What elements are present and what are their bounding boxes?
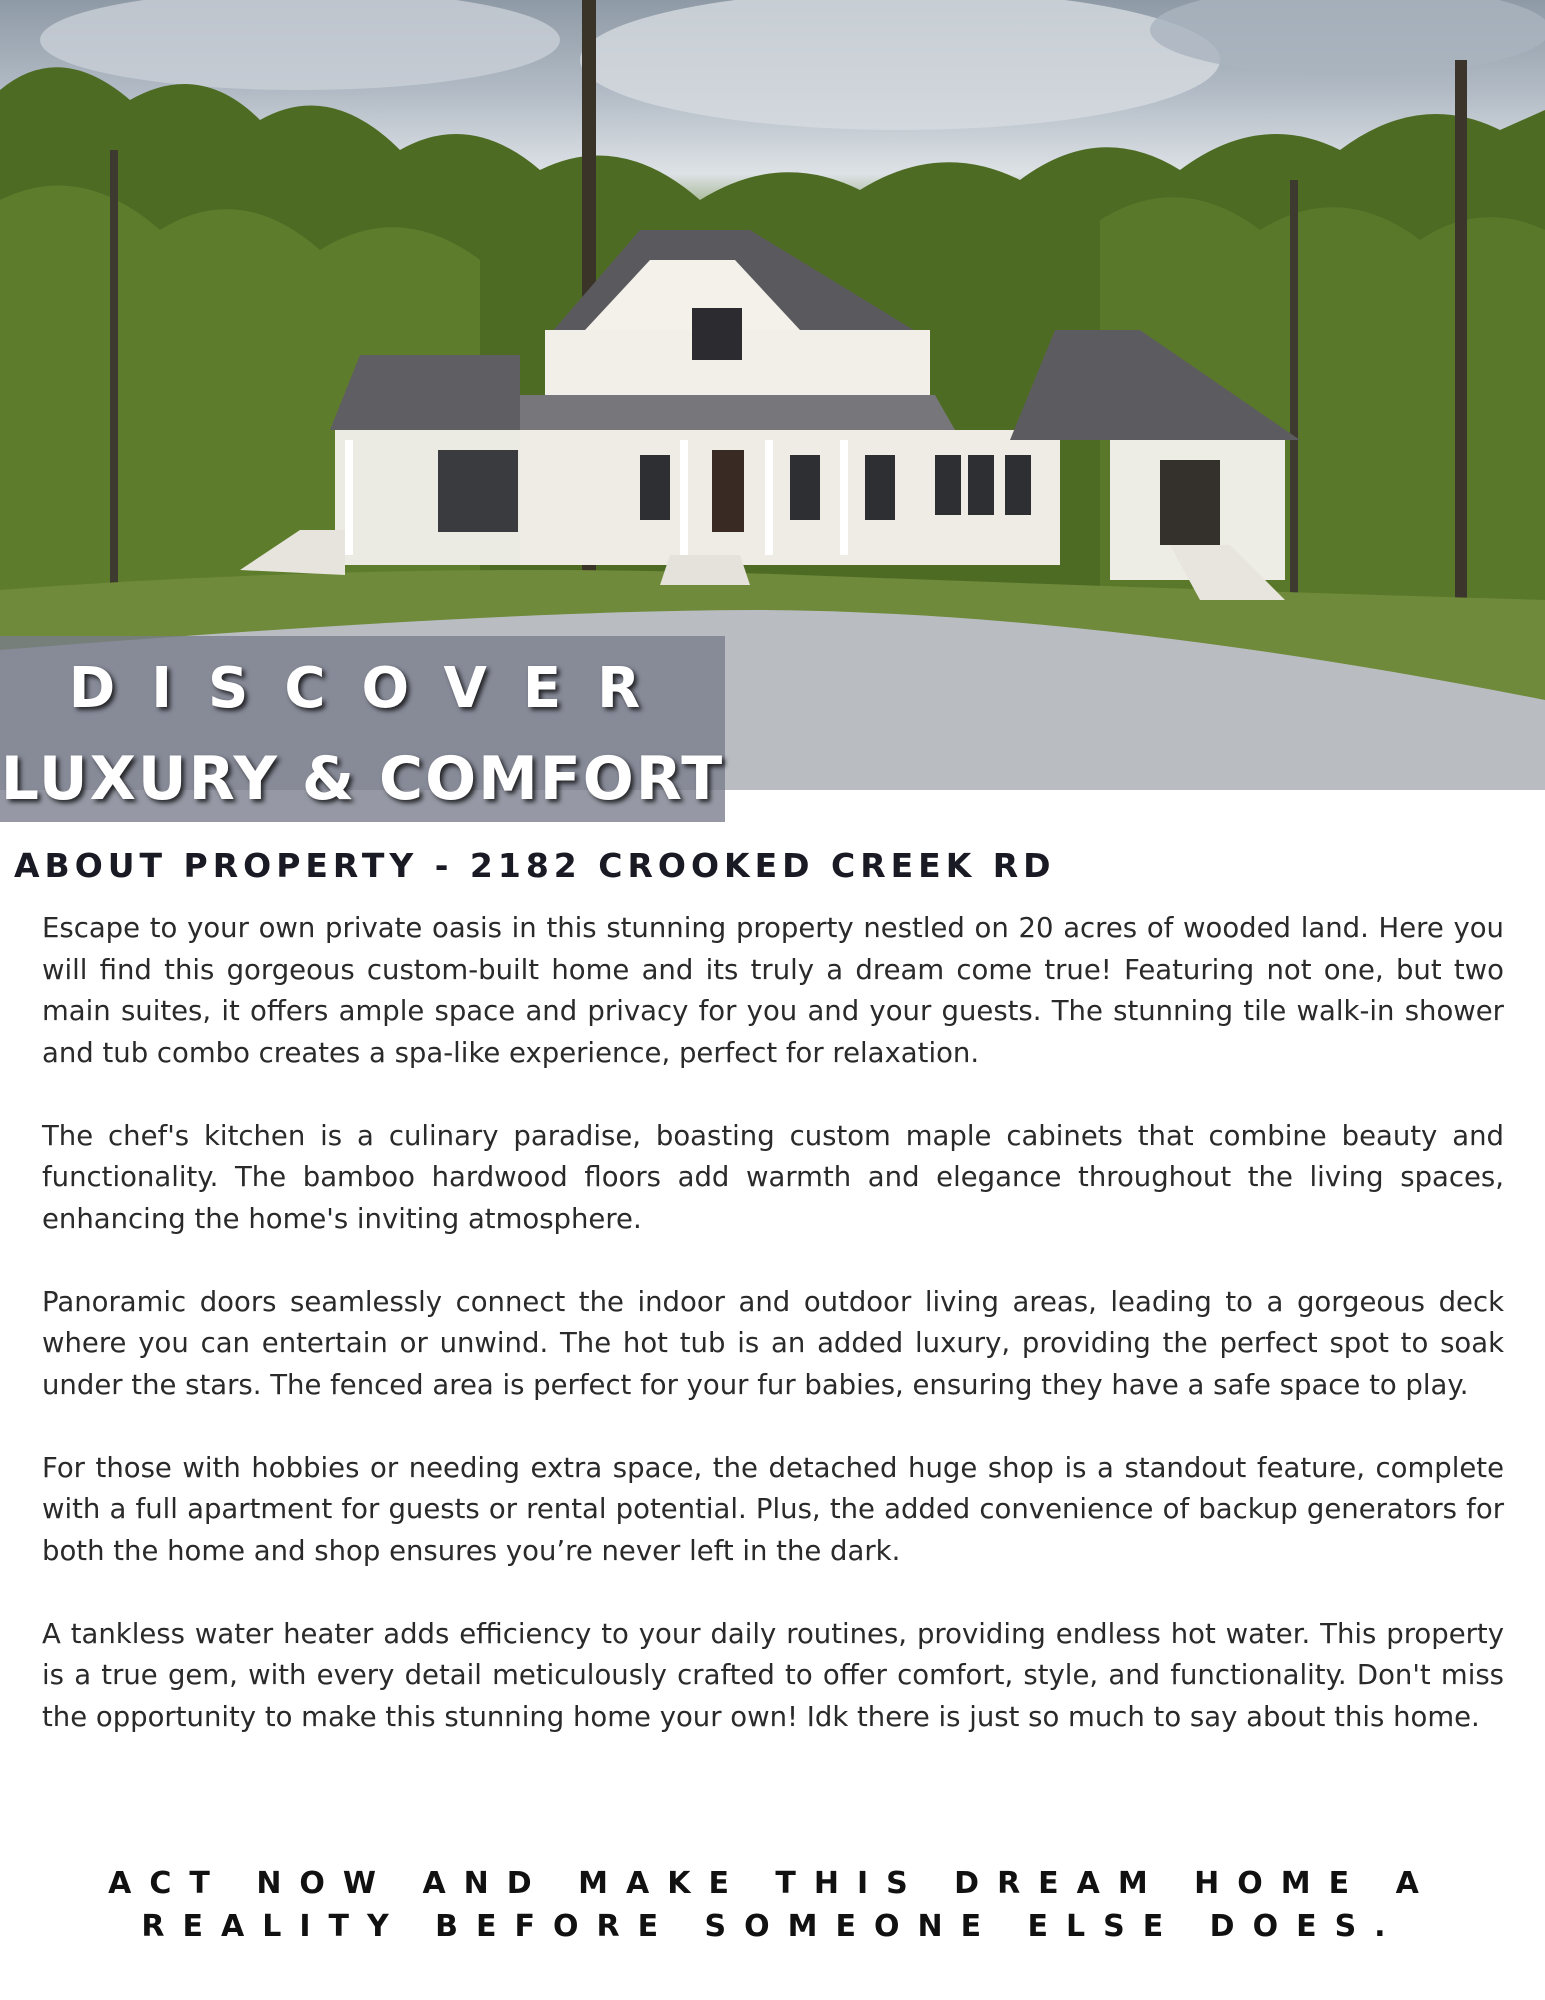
property-description bbox=[42, 908, 1504, 1780]
about-property-heading: ABOUT PROPERTY - 2182 CROOKED CREEK RD bbox=[14, 846, 1056, 885]
description-paragraph: For those with hobbies or needing extra space, the detached huge shop is a standout feature, complete with a full apartment for guests or rental potential. Plus, the added convenience of backup generators for both the home and shop ensures you’re never left in the dark. bbox=[42, 1451, 1504, 1567]
description-paragraph: The chef's kitchen is a culinary paradise, boasting custom maple cabinets that combine beauty and functionality. The bamboo hardwood floors add warmth and elegance throughout the living spaces, enhancing the home's inviting atmosphere. bbox=[42, 1119, 1504, 1235]
description-paragraph: Escape to your own private oasis in this stunning property nestled on 20 acres of wooded land. Here you will find this gorgeous custom-built home and its truly a dream come true! Featuring not one, but two main suites, it offers ample space and privacy for you and your guests. The stunning tile walk-in shower and tub combo creates a spa-like experience, perfect for relaxation. bbox=[42, 912, 1504, 1069]
cta-line-1: ACT NOW AND MAKE THIS DREAM HOME A bbox=[108, 1866, 1437, 1901]
hero-title-luxury-comfort: LUXURY & COMFORT bbox=[0, 744, 725, 814]
call-to-action bbox=[0, 1862, 1545, 1948]
cta-line-2: REALITY BEFORE SOMEONE ELSE DOES. bbox=[141, 1909, 1404, 1944]
description-paragraph: Panoramic doors seamlessly connect the indoor and outdoor living areas, leading to a gorgeous deck where you can entertain or unwind. The hot tub is an added luxury, providing the perfect spot to soak under the stars. The fenced area is perfect for your fur babies, ensuring they have a safe space to play. bbox=[42, 1285, 1504, 1401]
hero-title-discover: DISCOVER bbox=[68, 656, 677, 721]
description-paragraph: A tankless water heater adds efficiency to your daily routines, providing endless hot water. This property is a true gem, with every detail meticulously crafted to offer comfort, style, and functionality. Don't miss the opportunity to make this stunning home your own! Idk there is just so much to say about this home. bbox=[42, 1617, 1504, 1733]
